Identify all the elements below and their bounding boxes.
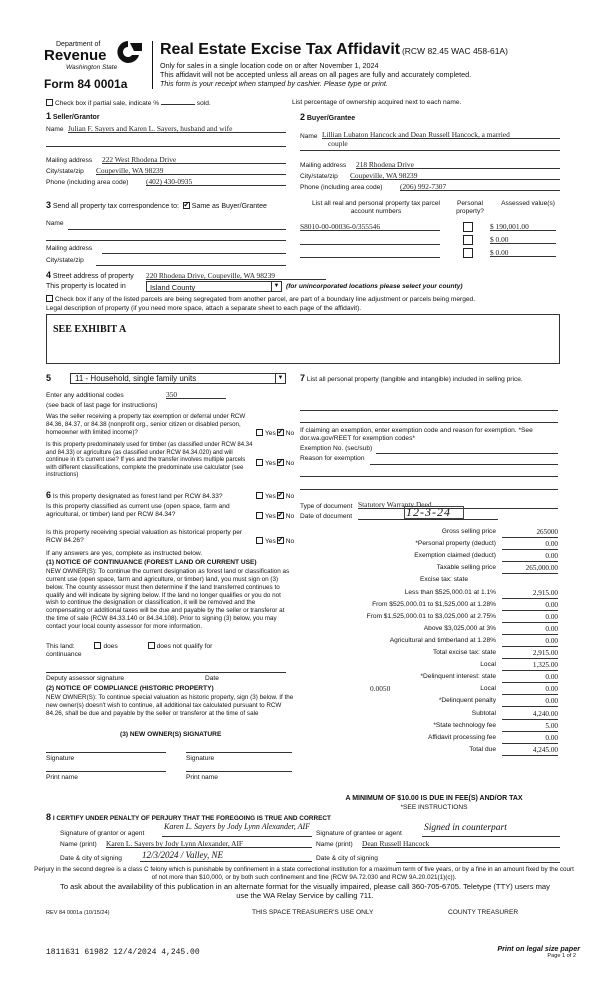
seller-phone-field[interactable]: (402) 430-0935 — [146, 177, 286, 186]
tax-row — [300, 685, 558, 695]
tax-row — [300, 564, 558, 574]
no-label: No — [285, 430, 295, 437]
parcel-number-1[interactable]: S8010-00-00036-0/355546 — [300, 222, 440, 231]
assessed-value-header: Assessed value(s) — [501, 200, 555, 207]
assessed-value-3[interactable]: $ 0.00 — [490, 248, 556, 257]
reason-line-2[interactable] — [300, 476, 558, 477]
reason-line-3[interactable] — [300, 489, 558, 490]
s5-q2-no-checkbox[interactable] — [277, 459, 284, 466]
tax-row-value[interactable]: 0.00 — [502, 625, 558, 635]
tax-row-label: *Personal property (deduct) — [415, 540, 496, 548]
grantor-sig-label: Signature of grantor or agent — [60, 830, 145, 837]
tax-row — [300, 601, 558, 611]
parcel-number-2[interactable] — [300, 244, 440, 245]
doc-date-box — [404, 506, 464, 519]
buyer-num: 2 — [300, 112, 306, 122]
s5-q1-answer — [256, 429, 294, 438]
tax-row-label: Above $3,025,000 at 3% — [423, 624, 496, 632]
doc-date-handwritten: 12-3-24 — [406, 505, 451, 519]
assessed-value-1[interactable]: $ 190,001.00 — [490, 222, 556, 231]
perjury-notice: Perjury in the second degree is a class C felony which is punishable by confinement in a state correctional institution for a maximum term of five years, or by a fine in an amount fixed by the court of not more than $10,000, or by both such confinement and fine (RCW 9A.72.030 and RCW 9A.20.021(1)(c)). — [34, 866, 574, 881]
s6-q2-yes-checkbox[interactable] — [256, 512, 263, 519]
owner-sig-label-1: Signature — [46, 755, 75, 762]
segregated-row — [46, 295, 560, 304]
seller-name-label: Name — [46, 126, 64, 133]
section4-num: 4 — [46, 270, 52, 280]
s3-name-line — [68, 229, 286, 230]
no-label: No — [285, 513, 295, 520]
revenue-wordmark: Revenue — [44, 47, 107, 64]
land-use-select-value: 11 - Household, single family units — [75, 374, 197, 383]
ownership-note: List percentage of ownership acquired next to each name. — [292, 99, 462, 106]
tax-row-value[interactable]: 5.00 — [502, 722, 558, 732]
tax-row-label: Total excise tax: state — [432, 649, 496, 656]
tax-row — [300, 734, 558, 744]
seller-city-field[interactable]: Coupeville, WA 98239 — [96, 166, 286, 175]
new-owner-sig-title: (3) NEW OWNER(S) SIGNATURE — [120, 731, 222, 738]
tax-row — [300, 649, 558, 659]
tax-row — [300, 673, 558, 683]
section3-num: 3 — [46, 200, 52, 210]
assessed-value-2[interactable]: $ 0.00 — [490, 235, 556, 244]
owner-print-line-1[interactable] — [46, 771, 166, 772]
tax-row-value[interactable]: 265000 — [502, 528, 558, 538]
tax-row-label: *Delinquent penalty — [438, 697, 496, 705]
deputy-date-label: Date — [205, 675, 219, 682]
parcel-header: List all real and personal property tax parcel account numbers — [312, 200, 440, 216]
buyer-heading — [300, 112, 355, 124]
page-number: Page 1 of 2 — [547, 953, 576, 959]
reason-line-1[interactable] — [370, 464, 558, 465]
exemption-label: If claiming an exemption, enter exemption code and reason for exemption. *See dor.wa.gov/REET for exemption codes* — [300, 427, 533, 443]
seller-name-line-2 — [46, 146, 286, 147]
header-divider — [152, 41, 153, 89]
tax-row-label: Gross selling price — [441, 528, 496, 535]
owner-sig-label-2: Signature — [186, 755, 215, 762]
segregated-label: Check box if any of the listed parcels are being segregated from another parcel, are part of a boundary line adjustment or parcels being merged. — [55, 296, 476, 303]
buyer-name-label: Name — [300, 133, 318, 140]
form-title-text: Real Estate Excise Tax Affidavit — [160, 41, 401, 58]
s5-question-1: Was the seller receiving a property tax exemption or deferral under RCW 84.36, 84.37, or 84.38 (nonprofit org., senior citizen or disabled person, homeowner with limited income)? — [46, 413, 246, 436]
tax-row — [300, 552, 558, 562]
minimum-due-note: A MINIMUM OF $10.00 IS DUE IN FEE(S) AND/OR TAX — [345, 795, 523, 802]
section7-label: List all personal property (tangible and intangible) included in selling price. — [306, 376, 523, 383]
s6-q1-row — [46, 490, 223, 501]
owner-sig-line-1[interactable] — [46, 752, 166, 753]
additional-codes-label: Enter any additional codes — [46, 392, 124, 399]
this-land-row — [46, 642, 212, 651]
this-land-label: This land: — [46, 643, 75, 650]
notice2-body: NEW OWNER(S): To continue special valuation as historic property, sign (3) below. If the new owner(s) doesn't wish to continue, all additional tax calculated pursuant to RCW 84.26, shall be due and payable by the seller or transferor at the time of sale — [46, 694, 294, 717]
grantee-sig-label: Signature of grantee or agent — [316, 830, 402, 837]
grantee-signature: Signed in counterpart — [424, 823, 507, 833]
same-as-buyer-label: Same as Buyer/Grantee — [191, 203, 267, 210]
s6-q2-answer — [256, 512, 294, 521]
county-select-value: Island County — [150, 283, 196, 292]
section5-num: 5 — [46, 373, 52, 383]
s3-city-label: City/state/zip — [46, 257, 84, 264]
no-label: No — [285, 493, 295, 500]
grantor-signature: Karen L. Sayers by Jody Lynn Alexander, AIF — [164, 822, 311, 831]
s5-q2-yes-checkbox[interactable] — [256, 459, 263, 466]
section6-num: 6 — [46, 490, 52, 500]
buyer-name-underline-2 — [300, 150, 560, 151]
partial-sale-label: Check box if partial sale, indicate % — [55, 100, 160, 107]
chevron-down-icon: ▼ — [275, 374, 285, 383]
owner-print-label-1: Print name — [46, 774, 78, 781]
s6-q1-no-checkbox[interactable] — [277, 492, 284, 499]
partial-sale-suffix: sold. — [196, 100, 211, 107]
tax-row — [300, 589, 558, 599]
same-as-buyer-checkbox[interactable] — [183, 202, 190, 209]
personal-property-checkbox-3[interactable] — [463, 248, 473, 258]
tax-row — [300, 540, 558, 550]
owner-print-label-2: Print name — [186, 774, 218, 781]
county-select[interactable] — [146, 281, 282, 292]
personal-property-checkbox-2[interactable] — [463, 235, 473, 245]
header-note-2: This affidavit will not be accepted unless all areas on all pages are fully and accurately completed. — [160, 70, 472, 79]
does-not-label: does not qualify for — [156, 643, 213, 650]
county-label: This property is located in — [46, 283, 126, 290]
yes-label: Yes — [265, 513, 276, 520]
section3-label: Send all property tax correspondence to: — [52, 203, 179, 210]
tax-row-value[interactable]: 0.00 — [502, 673, 558, 683]
tax-row-label: Exemption claimed (deduct) — [414, 552, 496, 560]
continuance-label: continuance — [46, 651, 82, 658]
grantee-name-label: Name (print) — [316, 841, 353, 848]
s6-if-yes: If any answers are yes, complete as instructed below. — [46, 550, 203, 557]
partial-sale-percent-field[interactable] — [161, 104, 195, 105]
s6-q3-yes-checkbox[interactable] — [256, 537, 263, 544]
personal-property-header: Personal property? — [456, 200, 484, 216]
section4-street-row — [46, 270, 134, 282]
deputy-sig-label: Deputy assessor signature — [46, 675, 125, 682]
grantee-date-city-field[interactable] — [396, 862, 560, 863]
reason-label: Reason for exemption — [300, 455, 365, 462]
doc-date-label: Date of document — [300, 513, 353, 520]
owner-print-line-2[interactable] — [186, 771, 292, 772]
doc-type-field[interactable]: Statutory Warranty Deed — [358, 500, 558, 509]
s5-q1-yes-checkbox[interactable] — [256, 429, 263, 436]
land-use-select[interactable] — [70, 373, 286, 384]
notice2-title: (2) NOTICE OF COMPLIANCE (HISTORIC PROPERTY) — [46, 685, 214, 692]
grantee-signature-field[interactable] — [422, 822, 560, 837]
partial-sale-row — [46, 99, 211, 108]
s3-name-label: Name — [46, 220, 64, 227]
see-back-note: (see back of last page for instructions) — [46, 402, 158, 409]
seller-city-label: City/state/zip — [46, 168, 84, 175]
s3-mailing-line — [102, 253, 286, 254]
tax-row-label: Total due — [469, 745, 496, 753]
tax-row-value[interactable]: 0.00 — [502, 540, 558, 550]
s6-question-1: Is this property designated as forest land per RCW 84.33? — [52, 493, 223, 500]
tax-row — [300, 697, 558, 707]
exemption-no-label: Exemption No. (sec/sub) — [300, 445, 373, 452]
grantor-date-city-field[interactable] — [140, 850, 312, 862]
tax-row — [300, 528, 558, 538]
tax-row-value[interactable]: 0.00 — [502, 697, 558, 707]
partial-sale-checkbox[interactable] — [46, 99, 53, 106]
seller-num: 1 — [46, 111, 52, 121]
legal-description-box[interactable] — [46, 314, 560, 364]
grantee-date-city-label: Date & city of signing — [316, 855, 378, 862]
s5-question-2: Is this property predominately used for timber (as classified under RCW 84.34 and 84.33) or agriculture (as classified under RCW 84.34.020) and will continue in it's current use? If yes and the transfer involves multiple parcels with different classifications, complete the predominate use calculator (see instructions) — [46, 442, 253, 478]
tax-row — [300, 625, 558, 635]
chevron-down-icon: ▼ — [271, 282, 281, 291]
county-treasurer-label: COUNTY TREASURER — [448, 909, 519, 916]
deputy-sig-line[interactable] — [46, 672, 286, 673]
tax-row — [300, 722, 558, 732]
yes-label: Yes — [265, 460, 276, 467]
buyer-heading-text: Buyer/Grantee — [306, 115, 356, 122]
tax-row-value[interactable]: 0.00 — [502, 552, 558, 562]
tax-row-value[interactable]: 0.00 — [502, 685, 558, 695]
header-note-1: Only for sales in a single location code on or after November 1, 2024 — [160, 61, 379, 70]
buyer-mailing-label: Mailing address — [300, 162, 347, 169]
tax-row — [300, 746, 558, 756]
buyer-mailing-field[interactable]: 218 Rhodena Drive — [356, 160, 560, 169]
tax-row-value[interactable]: 0.00 — [502, 734, 558, 744]
yes-label: Yes — [265, 493, 276, 500]
dept-of-text: Department of — [56, 41, 101, 48]
legal-description-label: Legal description of property (if you need more space, attach a separate sheet to each page of the affidavit). — [46, 305, 362, 312]
grantor-signature-field[interactable] — [162, 822, 312, 837]
yes-label: Yes — [265, 430, 276, 437]
s5-q2-answer — [256, 459, 294, 468]
tax-row-label: *Delinquent interest: state — [420, 673, 496, 681]
s6-q1-yes-checkbox[interactable] — [256, 492, 263, 499]
tax-row-value[interactable]: 1,325.00 — [502, 661, 558, 671]
yes-label: Yes — [265, 538, 276, 545]
s6-question-3: Is this property receiving special valuation as historical property per RCW 84.26? — [46, 529, 243, 545]
s6-q3-no-checkbox[interactable] — [277, 537, 284, 544]
personal-property-line-1[interactable] — [300, 410, 558, 411]
segregated-checkbox[interactable] — [46, 295, 53, 302]
grantor-date-city: 12/3/2024 / Valley, NE — [142, 850, 223, 860]
seller-phone-label: Phone (including area code) — [46, 179, 129, 186]
tax-row-label: Less than $525,000.01 at 1.1% — [404, 588, 496, 596]
certify-text: I CERTIFY UNDER PENALTY OF PERJURY THAT THE FOREGOING IS TRUE AND CORRECT — [52, 815, 331, 822]
no-label: No — [285, 538, 295, 545]
section3-heading — [46, 200, 267, 212]
tax-row-value[interactable]: 0.00 — [502, 613, 558, 623]
grantor-name-label: Name (print) — [60, 841, 97, 848]
s6-q2-no-checkbox[interactable] — [277, 512, 284, 519]
buyer-name-line-2: couple — [328, 139, 348, 148]
doc-type-label: Type of document — [300, 503, 353, 510]
tax-row-value[interactable]: 0.00 — [502, 601, 558, 611]
buyer-phone-field[interactable]: (206) 992-7307 — [400, 182, 560, 191]
tax-row-value[interactable]: 2,915.00 — [502, 649, 558, 659]
form-title — [160, 40, 508, 60]
county-note: (for unincorporated locations please select your county) — [286, 283, 463, 290]
s6-q3-answer — [256, 537, 294, 546]
section8-num: 8 — [46, 812, 52, 822]
personal-property-line-2[interactable] — [300, 422, 558, 423]
treasurer-use-only: THIS SPACE TREASURER'S USE ONLY — [252, 909, 374, 916]
does-label: does — [103, 643, 118, 650]
parcel-number-3[interactable] — [300, 257, 440, 258]
notice1-body: NEW OWNER(S): To continue the current designation as forest land or classification as current use (open space, farm and agriculture, or timber) land, you must sign on (3) below. The county assessor must then determine if the land transferred continues to qualify and will indicate by signing below. If the land no longer qualifies or you do not wish to continue the designation or classification, it will be removed and the compensating or additional taxes will be due and payable by the seller or transferor at the time of sale (RCW 84.33.140 or 84.34.108). Prior to signing (3) below, you may contact your local county assessor for more information. — [46, 568, 290, 631]
does-not-qualify-checkbox[interactable] — [148, 642, 155, 649]
tax-row-value[interactable]: 4,240.00 — [502, 710, 558, 720]
buyer-city-field[interactable]: Coupeville, WA 98239 — [350, 171, 560, 180]
tax-row-label: Excise tax: state — [419, 576, 468, 584]
s3-mailing-label: Mailing address — [46, 245, 93, 252]
buyer-phone-label: Phone (including area code) — [300, 184, 383, 191]
seller-name-field[interactable]: Julian F. Sayers and Karen L. Sayers, husband and wife — [68, 124, 286, 133]
alt-format-notice: To ask about the availability of this publication in an alternate format for the visually impaired, please call 360-705-6705. Teletype (TTY) users may use the WA Relay Service by calling 711. — [60, 882, 550, 901]
s3-name-line-2 — [46, 240, 286, 241]
tax-row — [300, 576, 558, 586]
grantor-date-city-label: Date & city of signing — [60, 855, 122, 862]
tax-row-label: Agricultural and timberland at 1.28% — [389, 636, 496, 644]
section7-num: 7 — [300, 373, 306, 383]
notice1-title: (1) NOTICE OF CONTINUANCE (FOREST LAND OR CURRENT USE) — [46, 559, 257, 566]
tax-row-label: From $1,525,000.01 to $3,025,000 at 2.75% — [366, 612, 496, 620]
section7-heading — [300, 373, 558, 384]
s6-question-2: Is this property classified as current use (open space, farm and agricultural, or timber) land per RCW 84.34? — [46, 503, 230, 519]
tax-row-value[interactable]: 4,245.00 — [502, 746, 558, 756]
revision-code: REV 84 0001a (10/15/24) — [46, 910, 110, 916]
does-qualify-checkbox[interactable] — [94, 642, 101, 649]
buyer-city-label: City/state/zip — [300, 173, 338, 180]
tax-row-value[interactable]: 265,000.00 — [502, 564, 558, 574]
tax-row — [300, 637, 558, 647]
rcw-citation: (RCW 82.45 WAC 458-61A) — [401, 46, 508, 56]
tax-row-label: Affidavit processing fee — [427, 733, 496, 741]
no-label: No — [285, 460, 295, 467]
tax-row-label: Local — [480, 685, 496, 693]
seller-mailing-field[interactable]: 222 West Rhodena Drive — [102, 155, 286, 164]
s6-q1-answer — [256, 492, 294, 501]
street-address-field[interactable]: 220 Rhodena Drive, Coupeville, WA 98239 — [146, 271, 326, 280]
owner-sig-line-2[interactable] — [186, 752, 292, 753]
see-instructions-note: *SEE INSTRUCTIONS — [400, 804, 468, 811]
tax-row-label: Subtotal — [471, 709, 496, 717]
washington-state-text: Washington State — [66, 64, 118, 71]
grantor-name-field[interactable]: Karen L. Sayers by Jody Lynn Alexander, AIF — [106, 839, 312, 848]
s3-city-line — [96, 265, 286, 266]
wa-logo-icon — [112, 39, 144, 65]
additional-codes-field[interactable]: 350 — [166, 390, 226, 399]
tax-row-label: Local — [480, 661, 496, 669]
tax-row-label: *State technology fee — [433, 721, 496, 729]
form-number: Form 84 0001a — [44, 77, 128, 91]
seller-mailing-label: Mailing address — [46, 157, 93, 164]
cashier-stamp: 1811631 61982 12/4/2024 4,245.00 — [46, 948, 200, 957]
seller-heading — [46, 111, 100, 123]
street-label: Street address of property — [52, 273, 134, 280]
tax-row-label: From $525,000.01 to $1,525,000 at 1.28% — [372, 600, 496, 608]
exemption-no-line[interactable] — [376, 453, 558, 454]
tax-row — [300, 661, 558, 671]
tax-row — [300, 710, 558, 720]
grantee-name-field[interactable]: Dean Russell Hancock — [362, 839, 560, 848]
local-rate: 0.0050 — [370, 684, 391, 693]
tax-row-value[interactable]: 0.00 — [502, 637, 558, 647]
header-note-3: This form is your receipt when stamped by cashier. Please type or print. — [160, 79, 388, 88]
s5-q1-no-checkbox[interactable] — [277, 429, 284, 436]
tax-row-value[interactable]: 2,915.00 — [502, 589, 558, 599]
buyer-name-field[interactable]: Lillian Lubaton Hancock and Dean Russell Hancock, a married — [322, 130, 560, 139]
legal-description-text: SEE EXHIBIT A — [53, 324, 127, 335]
tax-row — [300, 613, 558, 623]
personal-property-checkbox-1[interactable] — [463, 222, 473, 232]
seller-heading-text: Seller/Grantor — [52, 114, 100, 121]
tax-row-label: Taxable selling price — [436, 564, 496, 572]
legal-size-note: Print on legal size paper — [497, 944, 580, 953]
